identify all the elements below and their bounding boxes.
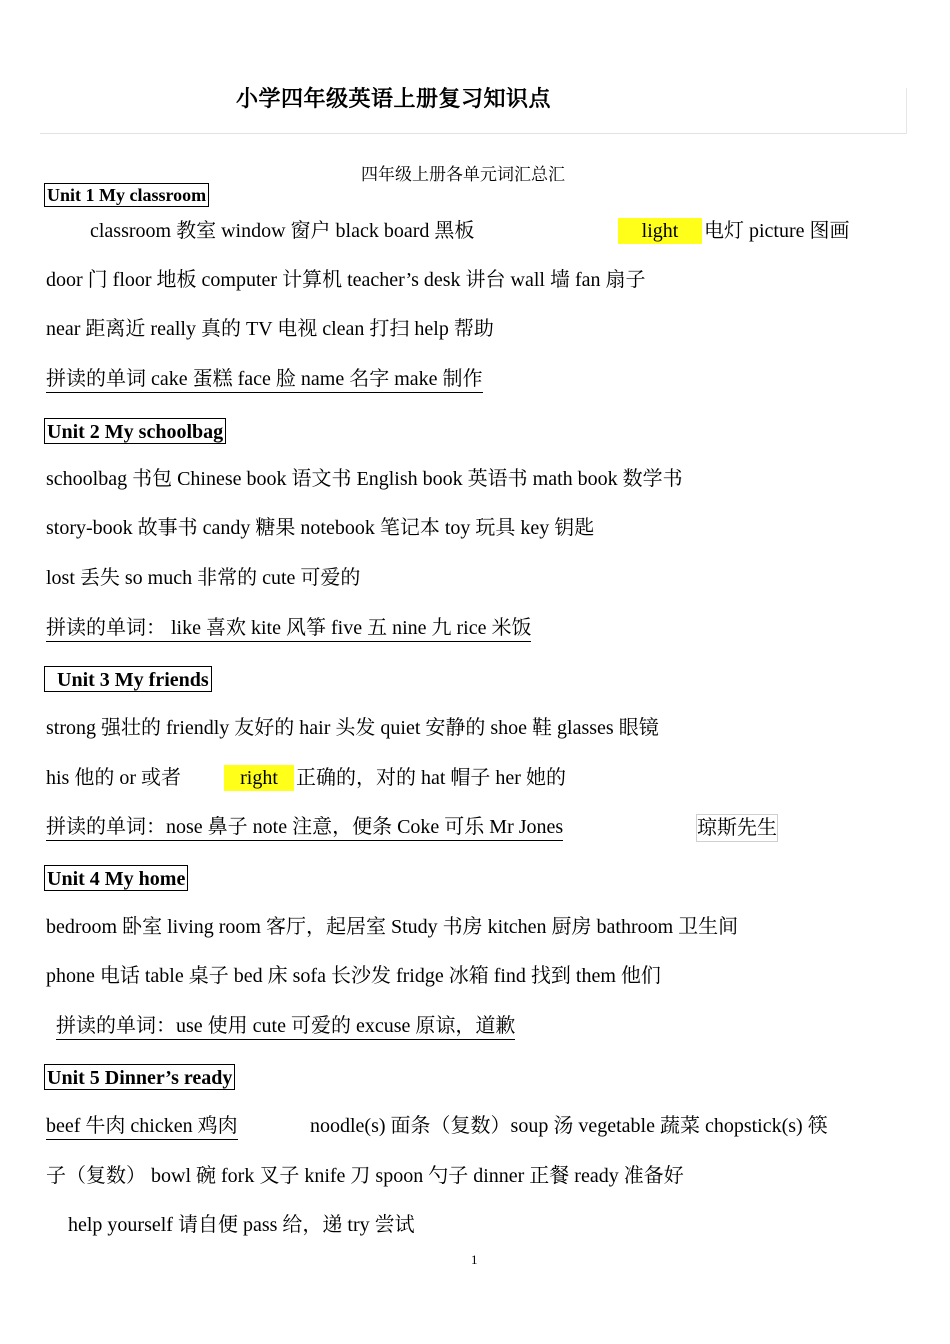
unit-4-line-1: bedroom 卧室 living room 客厅，起居室 Study 书房 kitchen 厨房 bathroom 卫生间 <box>46 916 739 938</box>
unit-1-phonics-line: 拼读的单词 cake 蛋糕 face 脸 name 名字 make 制作 <box>46 366 483 393</box>
unit-1-heading: Unit 1 My classroom <box>44 183 209 207</box>
unit-5-line-1: noodle(s) 面条（复数）soup 汤 vegetable 蔬菜 chopstick(s) 筷 <box>310 1115 828 1137</box>
unit-3-heading: Unit 3 My friends <box>44 666 212 692</box>
unit-2-heading: Unit 2 My schoolbag <box>44 418 226 444</box>
unit-3-line-2-tail: 正确的，对的 hat 帽子 her 她的 <box>296 767 566 789</box>
unit-5-heading: Unit 5 Dinner’s ready <box>44 1064 235 1090</box>
unit-1-line-1-tail: 电灯 picture 图画 <box>704 220 850 242</box>
document-title: 小学四年级英语上册复习知识点 <box>236 87 552 112</box>
unit-2-line-3: lost 丢失 so much 非常的 cute 可爱的 <box>46 567 361 589</box>
unit-5-line-2: 子（复数） bowl 碗 fork 叉子 knife 刀 spoon 勺子 dinner 正餐 ready 准备好 <box>46 1165 684 1187</box>
unit-2-line-2: story-book 故事书 candy 糖果 notebook 笔记本 toy 玩具 key 钥匙 <box>46 517 595 539</box>
title-divider-edge <box>906 88 907 134</box>
unit-1-line-1: classroom 教室 window 窗户 black board 黑板 <box>90 220 475 242</box>
document-subtitle: 四年级上册各单元词汇总汇 <box>361 165 565 184</box>
page-number: 1 <box>471 1252 478 1267</box>
highlighted-word-light: light <box>618 218 702 244</box>
unit-3-phonics-line: 拼读的单词：nose 鼻子 note 注意，便条 Coke 可乐 Mr Jones <box>46 814 563 841</box>
unit-5-line-3: help yourself 请自便 pass 给，递 try 尝试 <box>68 1214 415 1236</box>
unit-3-line-1: strong 强壮的 friendly 友好的 hair 头发 quiet 安静的 shoe 鞋 glasses 眼镜 <box>46 717 659 739</box>
unit-3-phonics-tail: 琼斯先生 <box>696 814 778 842</box>
unit-4-heading: Unit 4 My home <box>44 865 188 891</box>
title-divider <box>40 133 906 134</box>
unit-2-phonics-line: 拼读的单词： like 喜欢 kite 风筝 five 五 nine 九 rice 米饭 <box>46 615 531 642</box>
unit-4-line-2: phone 电话 table 桌子 bed 床 sofa 长沙发 fridge 冰箱 find 找到 them 他们 <box>46 965 661 987</box>
unit-4-phonics-line: 拼读的单词：use 使用 cute 可爱的 excuse 原谅，道歉 <box>56 1013 515 1040</box>
unit-2-line-1: schoolbag 书包 Chinese book 语文书 English book 英语书 math book 数学书 <box>46 468 683 490</box>
unit-1-line-3: near 距离近 really 真的 TV 电视 clean 打扫 help 帮助 <box>46 318 494 340</box>
highlighted-word-right: right <box>224 765 294 791</box>
unit-5-line-1-start: beef 牛肉 chicken 鸡肉 <box>46 1113 238 1140</box>
unit-1-line-2: door 门 floor 地板 computer 计算机 teacher’s desk 讲台 wall 墙 fan 扇子 <box>46 269 646 291</box>
unit-3-line-2: his 他的 or 或者 <box>46 767 181 789</box>
